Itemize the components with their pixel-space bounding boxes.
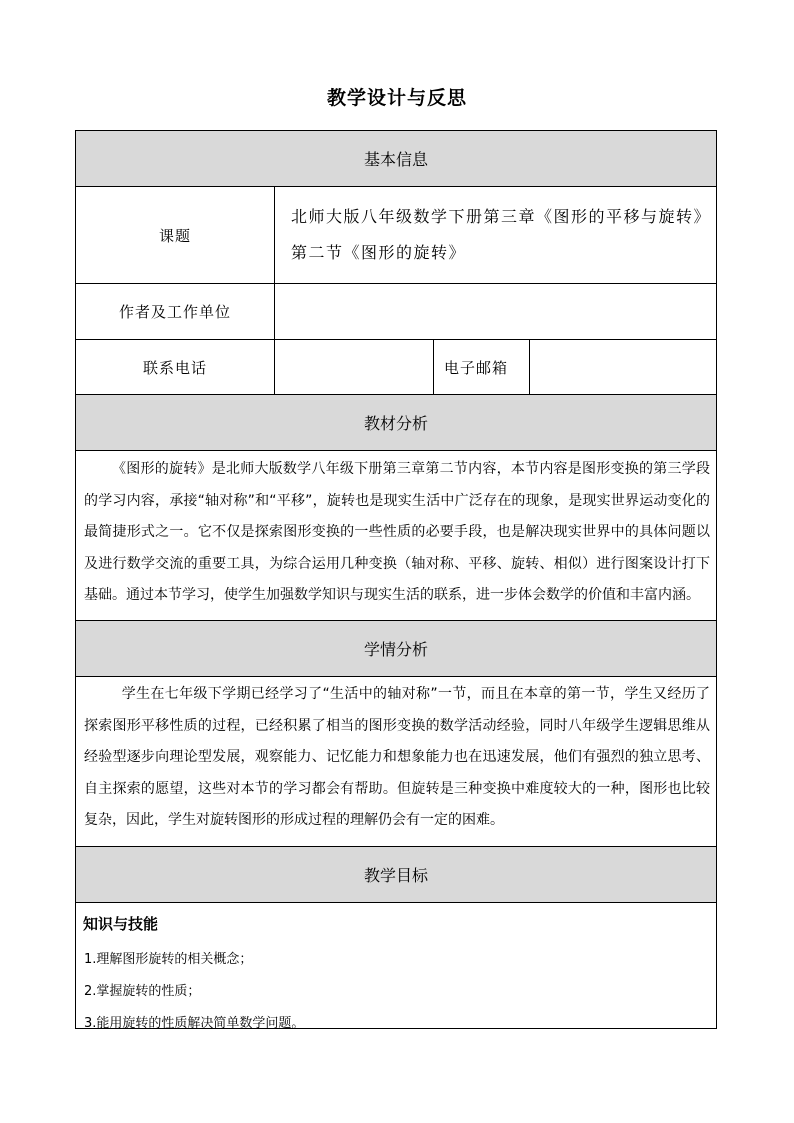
author-row xyxy=(76,284,716,340)
goal-item-2: 2.掌握旋转的性质； xyxy=(84,984,201,999)
topic-label: 课题 xyxy=(76,187,275,283)
goal-item-3: 3.能用旋转的性质解决简单数学问题。 xyxy=(84,1016,305,1031)
section-header-textbook-analysis xyxy=(76,395,716,451)
textbook-analysis-text: 《图形的旋转》是北师大版数学八年级下册第三章第二节内容，本节内容是图形变换的第三学段的学习内容，承接“轴对称”和“平移”，旋转也是现实生活中广泛存在的现象，是现实世界运动变化的最简捷形式之一。它不仅是探索图形变换的一些性质的必要手段，也是解决现实世界中的具体问题以及进行数学交流的重要工具，为综合运用几种变换（轴对称、平移、旋转、相似）进行图案设计打下基础。通过本节学习，使学生加强数学知识与现实生活的联系，进一步体会数学的价值和丰富内涵。 xyxy=(84,461,710,603)
email-label: 电子邮箱 xyxy=(434,340,530,394)
teaching-goals-body xyxy=(76,903,716,1031)
goals-subheading: 知识与技能 xyxy=(83,915,159,933)
section-title: 学情分析 xyxy=(363,640,428,659)
section-header-basic-info xyxy=(76,131,716,187)
section-title: 基本信息 xyxy=(363,150,428,169)
goal-item-1: 1.理解图形旋转的相关概念； xyxy=(84,952,253,967)
contact-row xyxy=(76,340,716,395)
phone-label: 联系电话 xyxy=(76,340,275,394)
section-title: 教材分析 xyxy=(363,414,428,433)
section-header-student-analysis xyxy=(76,621,716,677)
author-label: 作者及工作单位 xyxy=(76,284,275,339)
section-header-teaching-goals xyxy=(76,847,716,903)
email-value[interactable] xyxy=(530,340,716,394)
document-title: 教学设计与反思 xyxy=(326,87,467,109)
textbook-analysis-body xyxy=(76,451,716,621)
student-analysis-body xyxy=(76,677,716,847)
student-analysis-text: 学生在七年级下学期已经学习了“生活中的轴对称”一节，而且在本章的第一节，学生又经历了探索图形平移性质的过程，已经积累了相当的图形变换的数学活动经验，同时八年级学生逻辑思维从经验型逐步向理论型发展，观察能力、记忆能力和想象能力也在迅速发展，他们有强烈的独立思考、自主探索的愿望，这些对本节的学习都会有帮助。但旋转是三种变换中难度较大的一种，图形也比较复杂，因此，学生对旋转图形的形成过程的理解仍会有一定的困难。 xyxy=(84,686,710,828)
topic-value[interactable]: 北师大版八年级数学下册第三章《图形的平移与旋转》第二节《图形的旋转》 xyxy=(291,207,704,262)
author-value[interactable] xyxy=(275,284,716,339)
topic-row xyxy=(76,187,716,284)
section-title: 教学目标 xyxy=(363,866,428,885)
lesson-plan-table xyxy=(75,130,717,1029)
phone-value[interactable] xyxy=(275,340,434,394)
